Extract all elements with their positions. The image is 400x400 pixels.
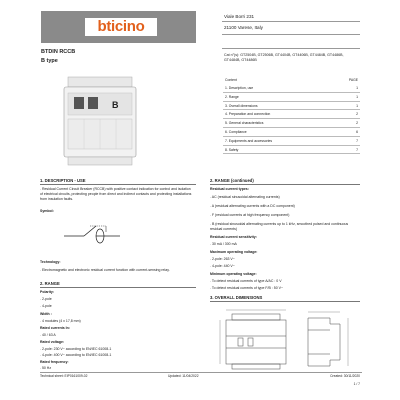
contents-page: 2 — [356, 121, 358, 126]
contents-page: 1 — [356, 86, 358, 90]
divider — [222, 48, 360, 49]
rated-voltage-label: Rated voltage: — [40, 340, 65, 344]
datasheet-page — [40, 10, 362, 390]
contents-label: 6. Compliance — [225, 129, 247, 134]
sensitivity-value: . 30 mA / 300 mA — [210, 242, 237, 246]
rated-frequency-label: Rated frequency: — [40, 360, 69, 364]
product-subtitle: B type — [41, 58, 58, 64]
divider — [222, 34, 360, 35]
svg-text:B: B — [112, 100, 119, 110]
min-voltage-value: . To detect residual currents of type F/B : 50 V~ — [210, 286, 283, 290]
section-divider — [210, 184, 360, 185]
rated-voltage-value: . 2-pole: 230 V~ according to EN/IEC 61008-1 — [40, 347, 112, 351]
contents-row — [223, 146, 360, 155]
section-divider — [210, 301, 360, 302]
footer — [40, 374, 362, 380]
created-date: Created: 30/11/2020 — [330, 374, 360, 378]
contents-row — [223, 128, 360, 137]
min-voltage-label: Minimum operating voltage: — [210, 272, 257, 276]
contents-page: 6 — [356, 129, 358, 134]
contents-row — [223, 93, 360, 102]
address-line-1: Viale Borri 231 — [224, 14, 255, 19]
product-heading — [41, 46, 196, 68]
contents-label: 7. Equipments and accessories — [225, 138, 273, 143]
section-2-title: 2. RANGE — [40, 281, 60, 286]
max-voltage-label: Maximum operating voltage: — [210, 250, 258, 254]
polarity-value: . 2-pole — [40, 297, 52, 301]
contents-page: 2 — [356, 112, 358, 117]
contents-page: 1 — [356, 103, 358, 108]
rccb-symbol-icon — [62, 216, 122, 246]
contents-label: 4. Preparation and connection — [225, 112, 271, 117]
rated-currents-label: Rated currents In: — [40, 326, 70, 330]
product-title: BTDIN RCCB — [41, 49, 76, 55]
symbol-label: Symbol: — [40, 209, 54, 213]
polarity-value: . 4-pole — [40, 304, 52, 308]
residual-type: . A (residual alternating currents with a DC component) — [210, 204, 295, 208]
residual-type: . F (residual currents at high frequency component) — [210, 213, 290, 217]
sensitivity-label: Residual current sensitivity: — [210, 235, 257, 239]
technology-text: . Electromagnetic and electronic residual current function with current-sensing relay. — [40, 268, 170, 272]
width-label: Width : — [40, 312, 52, 316]
contents-page: 1 — [356, 94, 358, 99]
contents-label: 8. Safety — [225, 147, 239, 152]
max-voltage-value: . 2-pole: 263 V~ — [210, 257, 235, 261]
range-continued-title: 2. RANGE (continued) — [210, 178, 254, 183]
catalogue-numbers: Cat n°(s): GT2504B, GT2506B, GT4404B, GT4406B, GT4484B, GT4486B, GT4484B, GT4486B — [224, 53, 344, 62]
contents-table — [223, 78, 360, 154]
rated-voltage-value: . 4-pole: 400 V~ according to EN/IEC 61008-1 — [40, 353, 112, 357]
contents-row — [223, 84, 360, 93]
divider — [222, 21, 360, 22]
width-value: . 4 modules (4 x 17,8 mm) — [40, 319, 81, 323]
company-address — [224, 13, 263, 31]
contents-row — [223, 110, 360, 119]
header-banner — [41, 11, 196, 43]
min-voltage-value: . To detect residual currents of type A/AC : 0 V — [210, 279, 282, 283]
contents-label: 5. General characteristics — [225, 121, 264, 126]
max-voltage-value: . 4-pole: 440 V~ — [210, 264, 235, 268]
contents-page-heading: PAGE — [348, 78, 358, 82]
description-text: . Residual Current Circuit Breaker (RCCB) with positive contact indication for control and isolation of electrical circuits, protecting people from direct and indirect contacts and protecting installations from insulation faults. — [40, 187, 192, 201]
footer-divider — [40, 372, 362, 373]
residual-type: . AC (residual sinusoidal alternating currents) — [210, 195, 280, 199]
page-number: 1 / 7 — [353, 382, 360, 386]
contents-page: 7 — [356, 138, 358, 143]
polarity-label: Polarity: — [40, 290, 55, 294]
contents-row — [223, 119, 360, 128]
overall-dimensions-drawing — [212, 308, 358, 372]
contents-label: 3. Overall dimensions — [225, 103, 258, 108]
contents-label: 2. Range — [225, 94, 239, 99]
contents-row — [223, 102, 360, 111]
section-divider — [40, 184, 196, 185]
bticino-logo: bticino — [97, 18, 145, 35]
product-image — [58, 73, 142, 169]
contents-page: 7 — [356, 147, 358, 152]
section-3-title: 3. OVERALL DIMENSIONS — [210, 295, 263, 300]
logo-box — [85, 18, 157, 36]
residual-type: . B (residual sinusoidal alternating currents up to 1 kHz, smoothed pulsed and continuous residual currents) — [210, 222, 349, 231]
updated-date: Updated: 11/04/2022 — [168, 374, 199, 378]
contents-heading: Content — [225, 78, 237, 82]
technology-label: Technology: — [40, 260, 61, 264]
contents-label: 1. Description, use — [225, 86, 254, 90]
technical-sheet-ref: Technical sheet: EIP0161009-02 — [40, 374, 88, 378]
section-divider — [40, 287, 196, 288]
address-line-2: 21100 Varese, Italy — [224, 25, 263, 30]
rated-frequency-value: . 50 Hz — [40, 366, 52, 370]
contents-row — [223, 137, 360, 146]
section-1-title: 1. DESCRIPTION - USE — [40, 178, 86, 183]
rated-currents-value: . 40 / 63 A — [40, 333, 56, 337]
residual-types-label: Residual current types: — [210, 187, 249, 191]
